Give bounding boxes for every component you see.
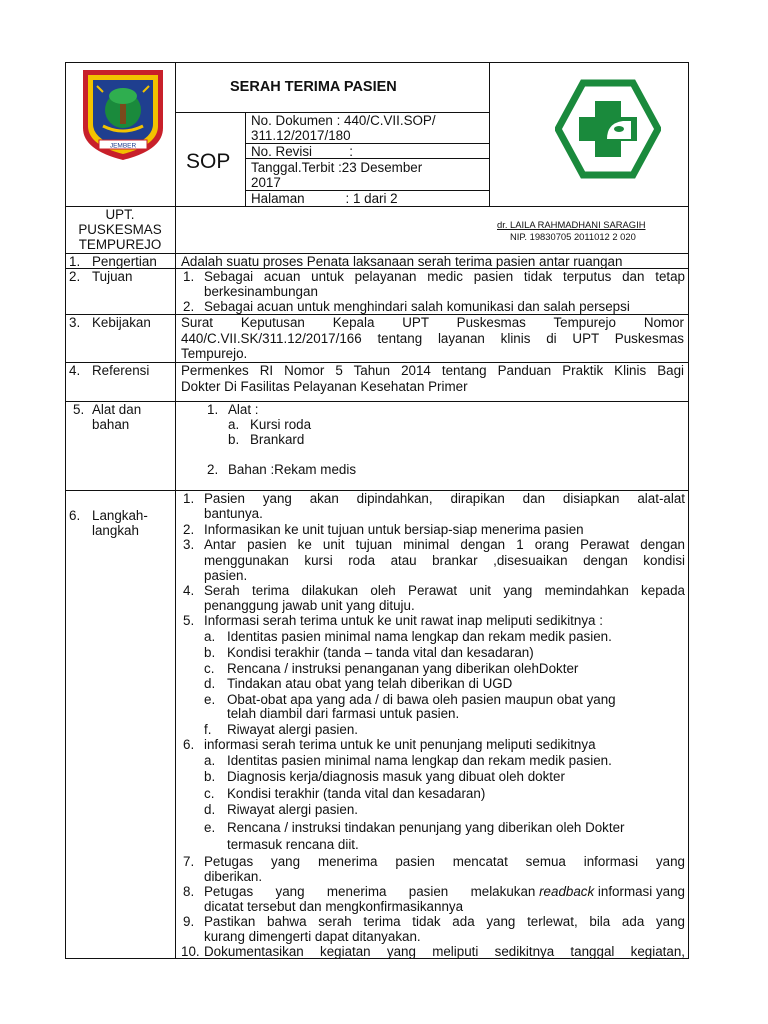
section-number: 6.	[69, 508, 81, 523]
step-7-cont: diberikan.	[204, 869, 263, 884]
step-6d: Riwayat alergi pasien.	[227, 802, 358, 817]
tujuan-item-2: Sebagai acuan untuk menghindari salah komunikasi dan salah persepsi	[204, 299, 630, 314]
list-marker: b.	[228, 432, 240, 447]
step-5b: Kondisi terakhir (tanda – tanda vital dan kesadaran)	[227, 645, 534, 660]
referensi-line1: Permenkes RI Nomor 5 Tahun 2014 tentang Panduan Praktik Klinis Bagi	[181, 363, 684, 378]
tujuan-item-1: Sebagai acuan untuk pelayanan medic pasien tidak terputus dan tetap	[204, 269, 685, 284]
step-5d: Tindakan atau obat yang telah diberikan di UGD	[227, 676, 513, 691]
section-label-langkah-cont: langkah	[92, 523, 139, 538]
step-8-cont: dicatat tersebut dan mengkonfirmasikannya	[204, 899, 464, 914]
issue-date-line2: 2017	[251, 175, 281, 190]
list-marker: 2.	[183, 299, 195, 314]
section-label-alat: Alat dan	[92, 402, 142, 417]
step-3: Antar pasien ke unit tujuan minimal dengan 1 orang Perawat dengan	[204, 537, 685, 552]
step-5c: Rencana / instruksi penanganan yang diberikan olehDokter	[227, 661, 579, 676]
list-marker: d.	[204, 676, 216, 691]
list-marker: 2.	[207, 462, 219, 477]
step-6e: Rencana / instruksi tindakan penunjang yang diberikan oleh Dokter	[227, 820, 625, 835]
list-marker: 2.	[183, 522, 195, 537]
section-number: 3.	[69, 315, 81, 330]
step-2: Informasikan ke unit tujuan untuk bersiap-siap menerima pasien	[204, 522, 584, 537]
referensi-line2: Dokter Di Fasilitas Pelayanan Kesehatan Primer	[181, 379, 468, 394]
step-6a: Identitas pasien minimal nama lengkap dan rekam medik pasien.	[227, 753, 612, 768]
list-marker: 8.	[183, 884, 195, 899]
list-marker: f.	[204, 722, 212, 737]
list-marker: 4.	[183, 583, 195, 598]
org-line3: TEMPUREJO	[78, 237, 162, 252]
kebijakan-line2: 440/C.VII.SK/311.12/2017/166 tentang layanan klinis di UPT Puskesmas	[181, 331, 684, 346]
doc-number-line2: 311.12/2017/180	[251, 128, 351, 143]
list-marker: d.	[204, 802, 216, 817]
doc-number-line1: No. Dokumen : 440/C.VII.SOP/	[251, 113, 436, 128]
logo-text: JEMBER	[109, 142, 137, 150]
step-8	[204, 884, 685, 899]
list-marker: 1.	[183, 269, 195, 284]
puskesmas-logo	[555, 79, 661, 179]
section-label-pengertian: Pengertian	[92, 254, 157, 269]
step-5e-cont: telah diambil dari farmasi untuk pasien.	[227, 706, 460, 721]
issue-date-line1: Tanggal.Terbit :23 Desember	[251, 160, 423, 175]
sop-label: SOP	[186, 150, 231, 173]
page-count: Halaman : 1 dari 2	[251, 191, 398, 206]
jember-regency-logo	[73, 66, 173, 162]
org-line1: UPT.	[105, 207, 135, 222]
document-title: SERAH TERIMA PASIEN	[230, 79, 397, 95]
section-number: 5.	[73, 402, 85, 417]
section-label-tujuan: Tujuan	[92, 269, 133, 284]
section-number: 1.	[69, 254, 81, 269]
step-5a: Identitas pasien minimal nama lengkap dan rekam medik pasien.	[227, 629, 612, 644]
step-9: Pastikan bahwa serah terima tidak ada yang terlewat, bila ada yang	[204, 914, 685, 929]
pengertian-text: Adalah suatu proses Penata laksanaan serah terima pasien antar ruangan	[181, 254, 623, 269]
step-6c: Kondisi terakhir (tanda vital dan kesadaran)	[227, 786, 486, 801]
step-8-text-start: Petugas yang menerima pasien melakukan	[204, 884, 540, 899]
alat-item-a: Kursi roda	[250, 417, 312, 432]
step-4: Serah terima dilakukan oleh Perawat unit yang memindahkan kepada	[204, 583, 685, 598]
section-number: 4.	[69, 363, 81, 378]
step-1-cont: bantunya.	[204, 506, 263, 521]
section-label-kebijakan: Kebijakan	[92, 315, 151, 330]
list-marker: a.	[204, 629, 216, 644]
list-marker: e.	[204, 692, 216, 707]
step-5: Informasi serah terima untuk ke unit rawat inap meliputi sedikitnya :	[204, 613, 603, 628]
list-marker: b.	[204, 645, 216, 660]
section-label-referensi: Referensi	[92, 363, 150, 378]
step-3-cont: menggunakan kursi roda atau brankar ,disesuaikan dengan kondisi	[204, 553, 685, 568]
signer-name: dr. LAILA RAHMADHANI SARAGIH	[497, 219, 646, 230]
list-marker: 7.	[183, 854, 195, 869]
step-8-readback: readback	[539, 884, 595, 899]
step-10: Dokumentasikan kegiatan yang meliputi sedikitnya tanggal kegiatan,	[204, 944, 685, 959]
list-marker: c.	[204, 786, 215, 801]
revision-number: No. Revisi :	[251, 144, 353, 159]
step-8-text-end: informasi yang	[594, 884, 685, 899]
section-label-langkah: Langkah-	[92, 508, 148, 523]
list-marker: 9.	[183, 914, 195, 929]
step-5e: Obat-obat apa yang ada / di bawa oleh pasien maupun obat yang	[227, 692, 616, 707]
step-9-cont: kurang dimengerti dapat ditanyakan.	[204, 929, 421, 944]
alat-heading: Alat :	[228, 402, 259, 417]
kebijakan-line3: Tempurejo.	[181, 346, 248, 361]
list-marker: c.	[204, 661, 215, 676]
list-marker: 1.	[207, 402, 219, 417]
list-marker: 10.	[181, 944, 200, 959]
list-marker: a.	[204, 753, 216, 768]
list-marker: a.	[228, 417, 240, 432]
section-label-bahan: bahan	[92, 417, 130, 432]
step-3-cont2: pasien.	[204, 568, 248, 583]
list-marker: e.	[204, 820, 216, 835]
list-marker: 6.	[183, 737, 195, 752]
org-line2: PUSKESMAS	[78, 222, 162, 237]
step-6: informasi serah terima untuk ke unit penunjang meliputi sedikitnya	[204, 737, 596, 752]
step-7: Petugas yang menerima pasien mencatat semua informasi yang	[204, 854, 685, 869]
step-6b: Diagnosis kerja/diagnosis masuk yang dibuat oleh dokter	[227, 769, 565, 784]
step-6e-cont: termasuk rencana diit.	[227, 837, 359, 852]
step-4-cont: penanggung jawab unit yang dituju.	[204, 598, 415, 613]
bahan-item: Bahan :Rekam medis	[228, 462, 357, 477]
section-number: 2.	[69, 269, 81, 284]
tujuan-item-1-cont: berkesinambungan	[204, 284, 318, 299]
list-marker: 1.	[183, 491, 195, 506]
list-marker: 3.	[183, 537, 195, 552]
step-1: Pasien yang akan dipindahkan, dirapikan dan disiapkan alat-alat	[204, 491, 685, 506]
list-marker: 5.	[183, 613, 195, 628]
step-5f: Riwayat alergi pasien.	[227, 722, 358, 737]
alat-item-b: Brankard	[250, 432, 305, 447]
signer-nip: NIP. 19830705 2011012 2 020	[510, 231, 636, 242]
kebijakan-line1: Surat Keputusan Kepala UPT Puskesmas Tempurejo Nomor	[181, 315, 684, 330]
list-marker: b.	[204, 769, 216, 784]
